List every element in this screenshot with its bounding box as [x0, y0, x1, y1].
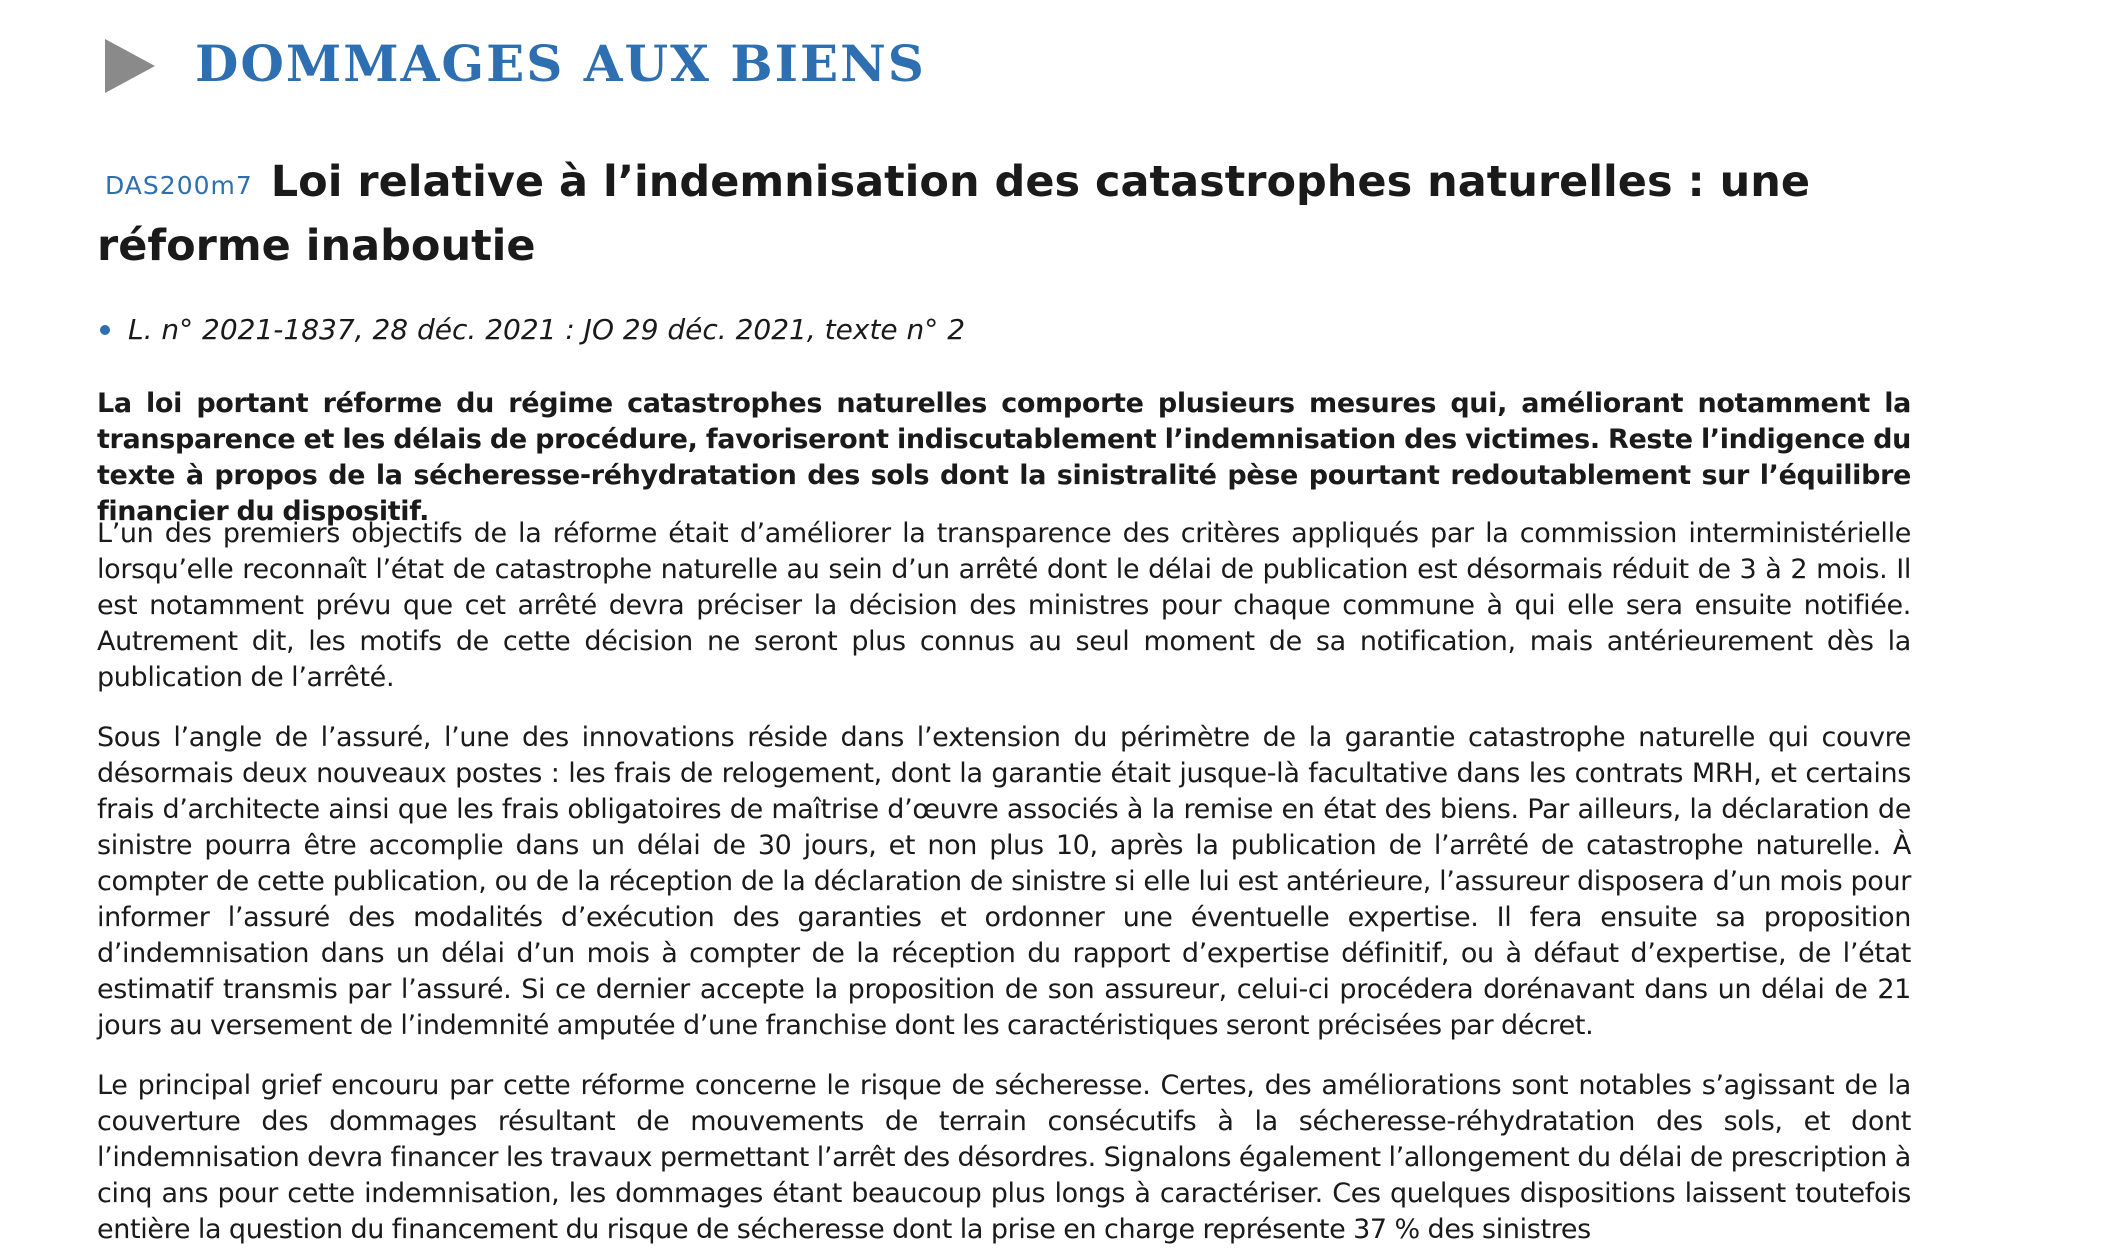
legal-reference	[97, 310, 1911, 350]
bullet-dot-icon	[100, 325, 110, 335]
section-title: DOMMAGES AUX BIENS	[195, 33, 926, 93]
body-paragraph: L’un des premiers objectifs de la réforme était d’améliorer la transparence des critères appliqués par la commission interministérielle lorsqu’elle reconnaît l’état de catastrophe naturelle au sein d’un arrêté dont le délai de publication est désormais réduit de 3 à 2 mois. Il est notamment prévu que cet arrêté devra préciser la décision des ministres pour chaque commune à qui elle sera ensuite notifiée. Autrement dit, les motifs de cette décision ne seront plus connus au seul moment de sa notification, mais antérieurement dès la publication de l’arrêté.	[97, 518, 1911, 693]
legal-reference-text: L. n° 2021-1837, 28 déc. 2021 : JO 29 déc. 2021, texte n° 2	[128, 313, 966, 346]
body-paragraph: Sous l’angle de l’assuré, l’une des innovations réside dans l’extension du périmètre de la garantie catastrophe naturelle qui couvre désormais deux nouveaux postes : les frais de relogement, dont la garantie était jusque-là facultative dans les contrats MRH, et certains frais d’architecte ainsi que les frais obligatoires de maîtrise d’œuvre associés à la remise en état des biens. Par ailleurs, la déclaration de sinistre pourra être accomplie dans un délai de 30 jours, et non plus 10, après la publication de l’arrêté de catastrophe naturelle. À compter de cette publication, ou de la réception de la déclaration de sinistre si elle lui est antérieure, l’assureur disposera d’un mois pour informer l’assuré des modalités d’exécution des garanties et ordonner une éventuelle expertise. Il fera ensuite sa proposition d’indemnisation dans un délai d’un mois à compter de la réception du rapport d’expertise définitif, ou à défaut d’expertise, de l’état estimatif transmis par l’assuré. Si ce dernier accepte la proposition de son assureur, celui-ci procédera dorénavant dans un délai de 21 jours au versement de l’indemnité amputée d’une franchise dont les caractéristiques seront précisées par décret.	[97, 722, 1911, 1041]
article-title: Loi relative à l’indemnisation des catastrophes naturelles : une réforme inaboutie	[97, 157, 1811, 271]
play-triangle-icon	[105, 39, 155, 93]
section-header	[97, 32, 926, 94]
body-paragraph: Le principal grief encouru par cette réforme concerne le risque de sécheresse. Certes, des améliorations sont notables s’agissant de la couverture des dommages résultant de mouvements de terrain consécutifs à la sécheresse-réhydratation des sols, et dont l’indemnisation devra financer les travaux permettant l’arrêt des désordres. Signalons également l’allongement du délai de prescription à cinq ans pour cette indemnisation, les dommages étant beaucoup plus longs à caractériser. Ces quelques dispositions laissent toutefois entière la question du financement du risque de sécheresse dont la prise en charge représente 37 % des sinistres	[97, 1070, 1911, 1245]
article-code: DAS200m7	[105, 171, 253, 200]
article-lead: La loi portant réforme du régime catastrophes naturelles comporte plusieurs mesures qui, améliorant notamment la transparence et les délais de procédure, favoriseront indiscutablement l’indemnisation des victimes. Reste l’indigence du texte à propos de la sécheresse-réhydratation des sols dont la sinistralité pèse pourtant redoutablement sur l’équilibre financier du dispositif.	[97, 388, 1911, 527]
article-title-block	[97, 152, 1911, 276]
